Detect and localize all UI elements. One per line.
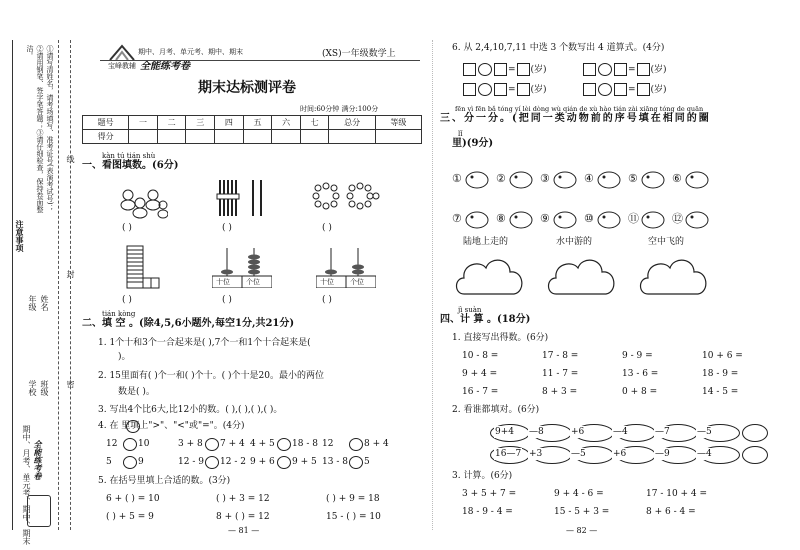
dots-image xyxy=(312,182,382,218)
compare-circle[interactable] xyxy=(349,438,363,451)
unit-label: (岁) xyxy=(530,65,547,75)
q2b-text: 数是( )。 xyxy=(118,387,155,397)
q3-text: 3. 写出4个比6大,比12小的数。( ),( ),( ),( )。 xyxy=(98,405,283,415)
calc3-item: 18 - 9 - 4 = xyxy=(462,507,513,517)
score-blank-cell[interactable] xyxy=(186,130,215,144)
animal-picture xyxy=(684,165,710,191)
animal-number: ⑦ xyxy=(452,212,462,225)
equation-box[interactable] xyxy=(598,83,612,96)
s1-blank-4[interactable]: ( ) xyxy=(122,295,132,305)
compare-right-1-0: 9 xyxy=(138,457,144,467)
fill-item: ( ) + 5 = 9 xyxy=(106,512,154,522)
compare-left-1-0: 5 xyxy=(106,457,112,467)
s3-pinyin2: lǐ xyxy=(458,130,463,138)
animal-number: ⑫ xyxy=(672,212,683,225)
cloud-answer-area[interactable] xyxy=(452,248,528,308)
animal-picture xyxy=(508,205,534,231)
chain-op: +3 xyxy=(529,449,543,459)
score-blank-cell[interactable] xyxy=(375,130,421,144)
equation-box[interactable] xyxy=(478,63,492,76)
unit-label: (岁) xyxy=(650,85,667,95)
compare-circle[interactable] xyxy=(205,456,219,469)
answer-box[interactable] xyxy=(517,83,530,96)
s3-pinyin: fēn yì fēn bǎ tóng yí lèi dòng wù qián de xù hào tián zài xiāng tóng de quān xyxy=(455,105,704,113)
s4-pinyin: jì suàn xyxy=(458,306,482,314)
score-header-cell: 二 xyxy=(157,116,186,130)
mi-char: 密 xyxy=(66,380,75,388)
calc1-item: 11 - 7 = xyxy=(542,369,579,379)
calc1-item: 0 + 8 = xyxy=(622,387,658,397)
compare-left-1-1: 12 - 9 xyxy=(178,457,204,467)
cut-line-2 xyxy=(70,40,71,530)
s2-pinyin: tián kòng xyxy=(102,310,136,318)
class-label: 班级 xyxy=(40,380,49,396)
fill-item: 15 - ( ) = 10 xyxy=(326,512,381,522)
animal-picture xyxy=(552,205,578,231)
header-code: (XS)一年级数学上 xyxy=(322,49,396,59)
notice-text: ①请写清姓名，请考场填写、准考证号(表演考试号)；②请用钢笔、签字笔答题；③请仔细检查，保持卷面整洁。 xyxy=(26,45,54,213)
calc1-item: 9 + 4 = xyxy=(462,369,498,379)
calc1-item: 10 - 8 = xyxy=(462,351,499,361)
equation-box[interactable] xyxy=(614,63,627,76)
calc1-item: 16 - 7 = xyxy=(462,387,499,397)
calc1-item: 9 - 9 = xyxy=(622,351,653,361)
score-header-cell: 六 xyxy=(272,116,301,130)
equation-template xyxy=(462,62,547,76)
animal-number: ⑩ xyxy=(584,212,594,225)
abacus1-ones-label: 个位 xyxy=(246,278,260,286)
brand-name: 全能练考卷 xyxy=(140,61,190,72)
section1-title: 一、看图填数。(6分) xyxy=(82,160,179,171)
equation-template xyxy=(582,62,667,76)
chain-op: +6 xyxy=(613,449,627,459)
equation-template xyxy=(462,82,547,96)
q1b-text: )。 xyxy=(118,352,131,362)
animal-picture xyxy=(464,165,490,191)
equals-sign: = xyxy=(628,65,636,75)
animal-number: ③ xyxy=(540,172,550,185)
exam-time: 时间:60分钟 满分:100分 xyxy=(300,105,379,113)
score-table xyxy=(82,115,422,144)
compare-right-1-2: 9 + 5 xyxy=(292,457,317,467)
score-header-cell: 四 xyxy=(215,116,244,130)
equation-box[interactable] xyxy=(494,83,507,96)
compare-circle[interactable] xyxy=(123,456,137,469)
equals-sign: = xyxy=(508,85,516,95)
compare-right-0-3: 8 + 4 xyxy=(364,439,389,449)
compare-right-0-0: 10 xyxy=(138,439,150,449)
equation-box[interactable] xyxy=(598,63,612,76)
s1-blank-2[interactable]: ( ) xyxy=(222,223,232,233)
equals-sign: = xyxy=(508,65,516,75)
q4-text: 4. 在 里填上">"、"<"或"="。(4分) xyxy=(98,421,245,431)
calc1-item: 17 - 8 = xyxy=(542,351,579,361)
brand-logo-icon xyxy=(108,42,136,62)
q2-text: 2. 15里面有( )个一和( )个十。( )个十是20。最小的两位 xyxy=(98,371,325,381)
animal-number: ⑪ xyxy=(628,212,639,225)
calc1-title: 1. 直接写出得数。(6分) xyxy=(452,333,549,343)
calc3-item: 9 + 4 - 6 = xyxy=(554,489,604,499)
notice-label: 注意事项 xyxy=(15,220,25,252)
compare-left-0-1: 3 + 8 xyxy=(178,439,203,449)
chicks-image xyxy=(118,185,168,220)
score-header-cell: 总分 xyxy=(329,116,375,130)
compare-right-0-2: 18 - 8 xyxy=(292,439,318,449)
grade-label: 年级 xyxy=(28,295,37,311)
chain-oval[interactable] xyxy=(742,446,768,464)
center-fold xyxy=(432,40,433,530)
equation-box[interactable] xyxy=(463,63,476,76)
chain-op: —4 xyxy=(697,449,712,459)
score-header-cell: 题号 xyxy=(83,116,129,130)
animal-number: ⑤ xyxy=(628,172,638,185)
equation-box[interactable] xyxy=(614,83,627,96)
compare-right-1-3: 5 xyxy=(364,457,370,467)
calc1-item: 14 - 5 = xyxy=(702,387,739,397)
animal-picture xyxy=(640,165,666,191)
compare-circle[interactable] xyxy=(277,438,291,451)
calc1-item: 8 + 3 = xyxy=(542,387,578,397)
unit-label: (岁) xyxy=(530,85,547,95)
chain-op: 16—7 xyxy=(495,449,522,459)
s1-blank-5[interactable]: ( ) xyxy=(222,295,232,305)
bottom-small-text: 期中、月考、单元考、期中、期末 xyxy=(22,425,31,545)
calc3-item: 8 + 6 - 4 = xyxy=(646,507,696,517)
compare-left-0-0: 12 xyxy=(106,439,118,449)
bottom-logo-icon xyxy=(27,495,51,527)
equation-box[interactable] xyxy=(583,63,596,76)
abacus1-tens-label: 十位 xyxy=(216,278,230,286)
answer-box[interactable] xyxy=(637,63,650,76)
q4-title-circle xyxy=(126,420,140,433)
page-number-left: — 81 — xyxy=(228,526,260,535)
school-label: 学校 xyxy=(28,380,37,396)
s1-blank-3[interactable]: ( ) xyxy=(322,223,332,233)
animal-picture xyxy=(552,165,578,191)
animal-picture xyxy=(596,205,622,231)
page-number-right: — 82 — xyxy=(566,526,598,535)
chain-op: —5 xyxy=(697,427,712,437)
animal-picture xyxy=(684,205,710,231)
compare-left-0-2: 4 + 5 xyxy=(250,439,275,449)
blocks-image xyxy=(125,244,165,290)
compare-circle[interactable] xyxy=(277,456,291,469)
chain-op: —4 xyxy=(613,427,628,437)
score-blank-cell[interactable] xyxy=(300,130,329,144)
score-header-cell: 七 xyxy=(300,116,329,130)
section4-title: 四、计 算 。(18分) xyxy=(440,314,531,325)
answer-box[interactable] xyxy=(637,83,650,96)
chain-oval[interactable] xyxy=(742,424,768,442)
seal-line-char: 线 xyxy=(66,155,75,163)
equation-box[interactable] xyxy=(583,83,596,96)
score-header-cell: 一 xyxy=(129,116,158,130)
compare-left-0-3: 12 xyxy=(322,439,334,449)
compare-circle[interactable] xyxy=(205,438,219,451)
calc3-item: 15 - 5 + 3 = xyxy=(554,507,610,517)
s1-blank-6[interactable]: ( ) xyxy=(322,295,332,305)
equals-sign: = xyxy=(628,85,636,95)
animal-picture xyxy=(464,205,490,231)
section3-title-cont: 里)(9分) xyxy=(452,138,494,149)
abacus2-tens-label: 十位 xyxy=(320,278,334,286)
chain-op: +6 xyxy=(571,427,585,437)
equation-template xyxy=(582,82,667,96)
fill-item: 8 + ( ) = 12 xyxy=(216,512,270,522)
sticks-image xyxy=(215,178,270,218)
equation-box[interactable] xyxy=(463,83,476,96)
answer-box[interactable] xyxy=(517,63,530,76)
q1-text: 1. 1个十和3个一合起来是( ),7个一和1个十合起来是( xyxy=(98,338,311,348)
calc3-item: 3 + 5 + 7 = xyxy=(462,489,517,499)
calc3-item: 17 - 10 + 4 = xyxy=(646,489,708,499)
score-blank-cell[interactable] xyxy=(243,130,272,144)
score-blank-cell[interactable] xyxy=(129,130,158,144)
section2-title: 二、填 空 。(除4,5,6小题外,每空1分,共21分) xyxy=(82,318,295,329)
score-blank-cell[interactable] xyxy=(157,130,186,144)
score-header-cell: 五 xyxy=(243,116,272,130)
equation-box[interactable] xyxy=(494,63,507,76)
fill-item: 6 + ( ) = 10 xyxy=(106,494,160,504)
animal-number: ⑧ xyxy=(496,212,506,225)
section3-title: 三、分一分。(把同一类动物前的序号填在相同的圈 xyxy=(440,113,711,124)
score-row-label: 得分 xyxy=(83,130,129,144)
animal-number: ② xyxy=(496,172,506,185)
score-header-cell: 等级 xyxy=(375,116,421,130)
page-title: 期末达标测评卷 xyxy=(198,80,296,96)
calc1-item: 10 + 6 = xyxy=(702,351,743,361)
calc1-item: 13 - 6 = xyxy=(622,369,659,379)
compare-left-1-3: 13 - 8 xyxy=(322,457,348,467)
cut-line xyxy=(58,40,59,530)
calc1-item: 18 - 9 = xyxy=(702,369,739,379)
cloud-label-water: 水中游的 xyxy=(556,237,593,247)
cloud-answer-area[interactable] xyxy=(544,248,620,308)
compare-right-1-1: 12 - 2 xyxy=(220,457,246,467)
chain-op: —9 xyxy=(655,449,670,459)
seal-char: 封 xyxy=(66,270,75,278)
score-blank-cell[interactable] xyxy=(215,130,244,144)
chain-op: —8 xyxy=(529,427,544,437)
compare-right-0-1: 7 + 4 xyxy=(220,439,245,449)
cloud-label-land: 陆地上走的 xyxy=(463,237,509,247)
score-header-cell: 三 xyxy=(186,116,215,130)
calc3-title: 3. 计算。(6分) xyxy=(452,471,513,481)
animal-number: ⑨ xyxy=(540,212,550,225)
brand-small: 期中、月考、单元考、期中、期末 xyxy=(138,48,243,56)
bottom-brand: 全能练考卷 xyxy=(33,440,43,480)
fill-item: ( ) + 9 = 18 xyxy=(326,494,380,504)
cloud-answer-area[interactable] xyxy=(636,248,712,308)
abacus2-ones-label: 个位 xyxy=(350,278,364,286)
animal-number: ④ xyxy=(584,172,594,185)
chain-op: —5 xyxy=(571,449,586,459)
header-rule xyxy=(100,60,420,61)
equation-box[interactable] xyxy=(478,83,492,96)
q6-text: 6. 从 2,4,10,7,11 中选 3 个数写出 4 道算式。(4分) xyxy=(452,43,665,53)
chain-op: 9+4 xyxy=(495,427,514,437)
chain-op: —7 xyxy=(655,427,670,437)
fill-item: ( ) + 3 = 12 xyxy=(216,494,270,504)
brand-logo-text: 宝峰教辅 xyxy=(108,62,136,70)
score-blank-cell[interactable] xyxy=(329,130,375,144)
compare-circle[interactable] xyxy=(123,438,137,451)
animal-picture xyxy=(640,205,666,231)
cloud-label-air: 空中飞的 xyxy=(648,237,685,247)
animal-number: ① xyxy=(452,172,462,185)
s1-blank-1[interactable]: ( ) xyxy=(122,223,132,233)
animal-picture xyxy=(508,165,534,191)
score-blank-cell[interactable] xyxy=(272,130,301,144)
animal-picture xyxy=(596,165,622,191)
unit-label: (岁) xyxy=(650,65,667,75)
compare-left-1-2: 9 + 6 xyxy=(250,457,275,467)
compare-circle[interactable] xyxy=(349,456,363,469)
q5-text: 5. 在括号里填上合适的数。(3分) xyxy=(98,476,231,486)
calc2-title: 2. 看谁都填对。(6分) xyxy=(452,405,540,415)
s1-pinyin: kàn tú tián shù xyxy=(102,152,156,160)
animal-number: ⑥ xyxy=(672,172,682,185)
name-label: 姓名 xyxy=(40,295,49,311)
binding-strip xyxy=(12,40,75,545)
